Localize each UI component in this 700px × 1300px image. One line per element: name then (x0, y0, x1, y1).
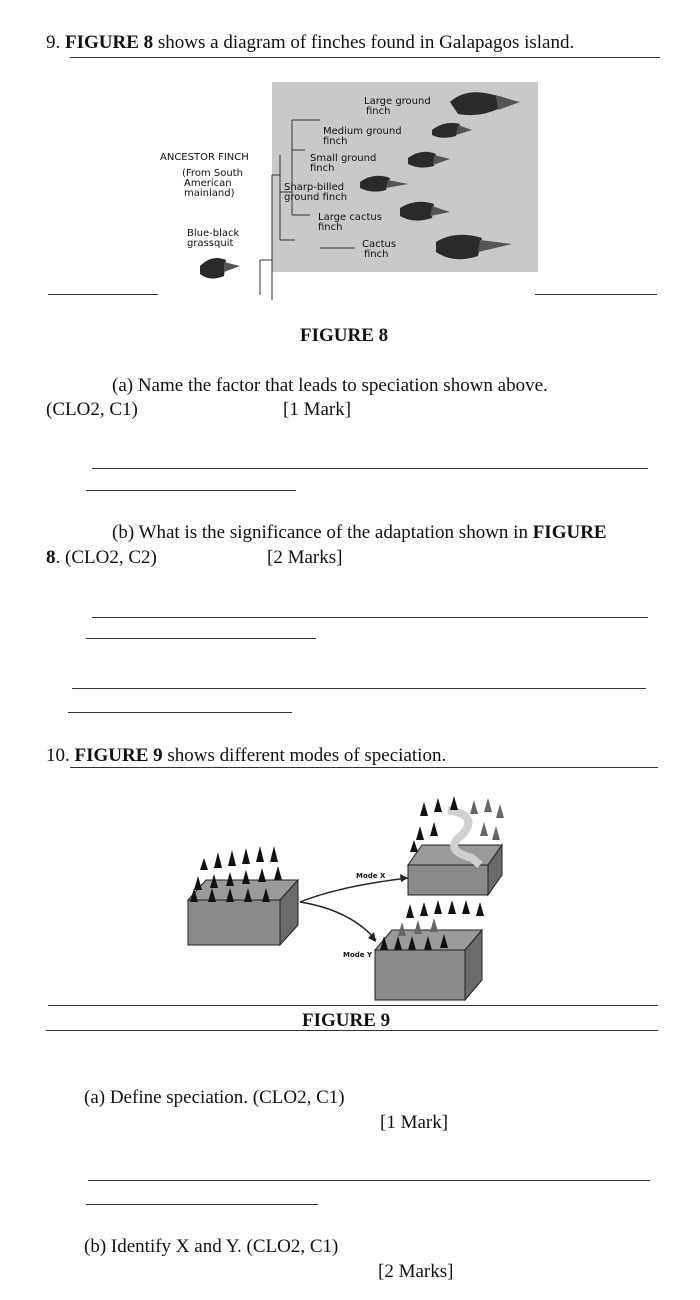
figure8-caption: FIGURE 8 (300, 325, 389, 346)
finch-label-3b: finch (310, 163, 335, 174)
figure9-caption: FIGURE 9 (302, 1010, 391, 1031)
q9b-figure-ref: FIGURE (532, 522, 607, 543)
q10a-answer-line-1[interactable] (88, 1180, 650, 1181)
q9-figure-ref: FIGURE 8 (65, 32, 154, 53)
mode-x-result-block (408, 796, 504, 895)
q10b-marks: [2 Marks] (378, 1261, 454, 1282)
q9b-question-text: (b) What is the significance of the adaptation shown in (112, 522, 533, 543)
figure8-rule-right (535, 294, 657, 295)
finch-diagram (160, 80, 540, 300)
q10a-answer-line-2[interactable] (86, 1204, 318, 1205)
finch-label-1a: Large ground (364, 96, 431, 107)
finch-label-3a: Small ground (310, 153, 377, 164)
q10-heading (46, 745, 446, 767)
finch-label-5a: Large cactus (318, 212, 382, 223)
q10b-question: (b) Identify X and Y. (CLO2, C1) (84, 1236, 339, 1257)
finch-label-2b: finch (323, 136, 348, 147)
mode-y-label: Mode Y (343, 951, 373, 959)
q10-number: 10. (46, 745, 70, 766)
finch-label-4b: ground finch (284, 192, 348, 203)
q9b-answer-line-2[interactable] (86, 638, 316, 639)
q9a-code: (CLO2, C1) (46, 399, 138, 420)
ancestor-finch-label: ANCESTOR FINCH (160, 152, 249, 163)
finch-label-6b: finch (364, 249, 389, 260)
q9a-answer-line-2[interactable] (86, 490, 296, 491)
finch-label-2a: Medium ground (323, 126, 402, 137)
q10-figure-ref: FIGURE 9 (74, 745, 163, 766)
blue-black-grassquit-label-2: grassquit (187, 238, 234, 249)
q9b-question (112, 522, 607, 544)
q10a-question: (a) Define speciation. (CLO2, C1) (84, 1087, 345, 1108)
ancestor-origin-line1: (From South (182, 168, 243, 179)
mode-x-label: Mode X (356, 872, 386, 880)
finch-label-5b: finch (318, 222, 343, 233)
figure9-rule-top (48, 1005, 658, 1006)
speciation-diagram (180, 790, 520, 1010)
mode-x-arrowhead (400, 874, 408, 882)
finch-label-4a: Sharp-billed (284, 182, 345, 193)
q9b-code: . (CLO2, C2) (55, 547, 157, 568)
q9-number: 9. (46, 32, 61, 53)
q10a-marks: [1 Mark] (380, 1112, 449, 1133)
q9a-question: (a) Name the factor that leads to speciation shown above. (112, 375, 548, 396)
q9b-figure-number: 8 (46, 547, 56, 568)
q9-heading-underline (70, 57, 660, 58)
finch-label-1b: finch (366, 106, 391, 117)
finch-label-6a: Cactus (362, 239, 397, 250)
q9b-answer-line-3[interactable] (72, 688, 646, 689)
q9-heading (46, 32, 574, 54)
q9b-answer-line-4[interactable] (68, 712, 292, 713)
q9b-marks: [2 Marks] (267, 547, 343, 568)
q9a-answer-line-1[interactable] (92, 468, 648, 469)
original-population-block (188, 846, 298, 945)
speciation-diagram-svg (180, 790, 520, 1010)
ancestor-origin-line3: mainland) (184, 188, 235, 199)
q9-intro: shows a diagram of finches found in Galapagos island. (153, 32, 575, 53)
q9b-code-line (46, 547, 157, 569)
ancestor-origin-line2: American (184, 178, 232, 189)
q9a-marks: [1 Mark] (283, 399, 352, 420)
grassquit-bird-icon (200, 258, 240, 279)
figure9-rule-bottom (46, 1030, 658, 1031)
blue-black-grassquit-label-1: Blue-black (187, 228, 240, 239)
mode-y-result-block (375, 900, 484, 1000)
q9b-answer-line-1[interactable] (92, 617, 648, 618)
q10-intro: shows different modes of speciation. (162, 745, 447, 766)
figure8-rule-left (48, 294, 158, 295)
q10-heading-underline (70, 767, 658, 768)
